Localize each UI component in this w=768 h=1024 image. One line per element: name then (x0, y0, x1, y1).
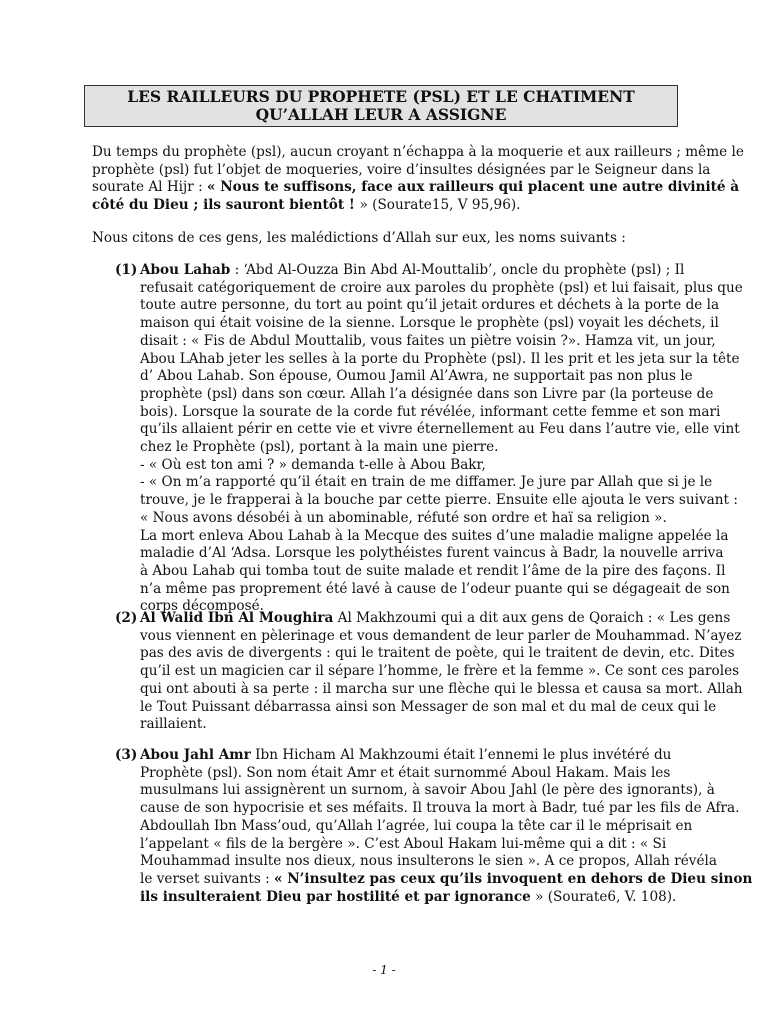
intro-line: prophète (psl) fut l’objet de moqueries, voire d’insultes désignées par le Seigneur dans la (92, 161, 711, 178)
item-line (140, 610, 731, 628)
item-line: d’ Abou Lahab. Son épouse, Oumou Jamil Al’Awra, ne supportait pas non plus le (140, 368, 693, 385)
item-text: le verset suivants : (140, 870, 275, 887)
item-line: qu’ils allaient périr en cette vie et vivre éternellement au Feu dans l’autre vie, elle vint (140, 421, 740, 438)
item-body (140, 610, 743, 734)
item-body (140, 747, 753, 906)
intro-list-lead: Nous citons de ces gens, les malédictions d’Allah sur eux, les noms suivants : (92, 230, 626, 246)
item-line: Prophète (psl). Son nom était Amr et était surnommé Aboul Hakam. Mais les (140, 764, 671, 781)
item-line: cause de son hypocrisie et ses méfaits. Il trouva la mort à Badr, tué par les fils de Afra. (140, 800, 740, 817)
intro-paragraph (92, 144, 744, 215)
item-line: - « Où est ton ami ? » demanda t-elle à Abou Bakr, (140, 456, 486, 473)
item-line: chez le Prophète (psl), portant à la main une pierre. (140, 439, 499, 456)
quote-reference: » (Sourate15, V 95,96). (359, 197, 521, 214)
person-name: Abou Jahl Amr (140, 747, 251, 763)
item-line: disait : « Fis de Abdul Mouttalib, vous faites un piètre voisin ?». Hamza vit, un jour, (140, 332, 716, 349)
item-line: le Tout Puissant débarrassa ainsi son Messager de son mal et du mal de ceux qui le (140, 698, 717, 715)
item-line (140, 262, 690, 280)
item-line: trouve, je le frapperai à la bouche par cette pierre. Ensuite elle ajouta le vers suivant : (140, 492, 738, 509)
item-number: (2) (115, 610, 138, 626)
item-text: Al Makhzoumi qui a dit aux gens de Qoraich : « Les gens (333, 610, 731, 626)
quran-quote: ils insulteraient Dieu par hostilité et par ignorance (140, 888, 531, 905)
item-number: (1) (115, 262, 138, 278)
item-line: corps décomposé. (140, 598, 264, 615)
item-body (140, 262, 743, 616)
item-line: l’appelant « fils de la bergère ». C’est Aboul Hakam lui-même qui a dit : « Si (140, 835, 667, 852)
item-number: (3) (115, 747, 138, 763)
item-line: qui ont abouti à sa perte : il marcha sur une flèche qui le blessa et causa sa mort. Allah (140, 680, 743, 697)
item-line: Mouhammad insulte nos dieux, nous insulterons le sien ». A ce propos, Allah révéla (140, 853, 717, 870)
quran-quote: côté du Dieu ; ils sauront bientôt ! (92, 197, 360, 214)
page-number: - 1 - (372, 963, 396, 977)
item-line: - « On m’a rapporté qu’il était en train de me diffamer. Je jure par Allah que si je le (140, 474, 713, 491)
intro-line: Du temps du prophète (psl), aucun croyant n’échappa à la moquerie et aux railleurs ; même le (92, 144, 744, 160)
intro-line (92, 197, 682, 215)
title-line-1: LES RAILLEURS DU PROPHETE (PSL) ET LE CHATIMENT (127, 87, 635, 106)
quran-quote: « N’insultez pas ceux qu’ils invoquent en dehors de Dieu sinon (274, 870, 753, 887)
item-line (140, 889, 690, 907)
item-line: n’a même pas proprement été lavé à cause de l’odeur puante qui se dégageait de son (140, 580, 730, 597)
item-line: refusait catégoriquement de croire aux paroles du prophète (psl) et lui faisait, plus que (140, 279, 743, 296)
item-line: raillaient. (140, 716, 207, 733)
item-line: pas des avis de divergents : qui le traitent de poète, qui le traitent de devin, etc. Dites (140, 645, 735, 662)
quote-reference: » (Sourate6, V. 108). (530, 888, 677, 905)
intro-line (92, 179, 740, 197)
item-line: vous viennent en pèlerinage et vous demandent de leur parler de Mouhammad. N’ayez (140, 627, 742, 644)
item-line: musulmans lui assignèrent un surnom, à savoir Abou Jahl (le père des ignorants), à (140, 782, 715, 799)
title-line-2: QU’ALLAH LEUR A ASSIGNE (255, 105, 507, 124)
item-text: : ‘Abd Al-Ouzza Bin Abd Al-Mouttalib’, oncle du prophète (psl) ; Il (230, 262, 685, 278)
item-line: à Abou Lahab qui tomba tout de suite malade et rendit l’âme de la pire des façons. Il (140, 562, 726, 579)
title-box (84, 85, 678, 127)
item-line: « Nous avons désobéi à un abominable, réfuté son ordre et haï sa religion ». (140, 509, 667, 526)
item-line: maladie d’Al ‘Adsa. Lorsque les polythéistes furent vaincus à Badr, la nouvelle arriva (140, 545, 724, 562)
item-text: Ibn Hicham Al Makhzoumi était l’ennemi le plus invétéré du (250, 747, 672, 763)
item-line: Abdoullah Ibn Mass’oud, qu’Allah l’agrée, lui coupa la tête car il le méprisait en (140, 817, 693, 834)
quran-quote: « Nous te suffisons, face aux railleurs qui placent une autre divinité à (206, 179, 740, 196)
item-line: qu’il est un magicien car il sépare l’homme, le frère et la femme ». Ce sont ces paroles (140, 663, 740, 680)
intro-text: sourate Al Hijr : (92, 179, 207, 196)
item-line (140, 747, 690, 765)
person-name: Al Walid Ibn Al Moughira (140, 610, 334, 626)
item-line: Abou LAhab jeter les selles à la porte du Prophète (psl). Il les prit et les jeta sur la tête (140, 350, 740, 367)
item-line (140, 870, 753, 889)
item-line: maison qui était voisine de la sienne. Lorsque le prophète (psl) voyait les déchets, il (140, 315, 719, 332)
item-line: bois). Lorsque la sourate de la corde fut révélée, informant cette femme et son mari (140, 403, 721, 420)
item-line: prophète (psl) dans son cœur. Allah l’a désignée dans son Livre par (la porteuse de (140, 385, 714, 402)
item-line: La mort enleva Abou Lahab à la Mecque des suites d’une maladie maligne appelée la (140, 527, 729, 544)
item-line: toute autre personne, du tort au point qu’il jetait ordures et déchets à la porte de la (140, 297, 720, 314)
person-name: Abou Lahab (140, 262, 231, 278)
